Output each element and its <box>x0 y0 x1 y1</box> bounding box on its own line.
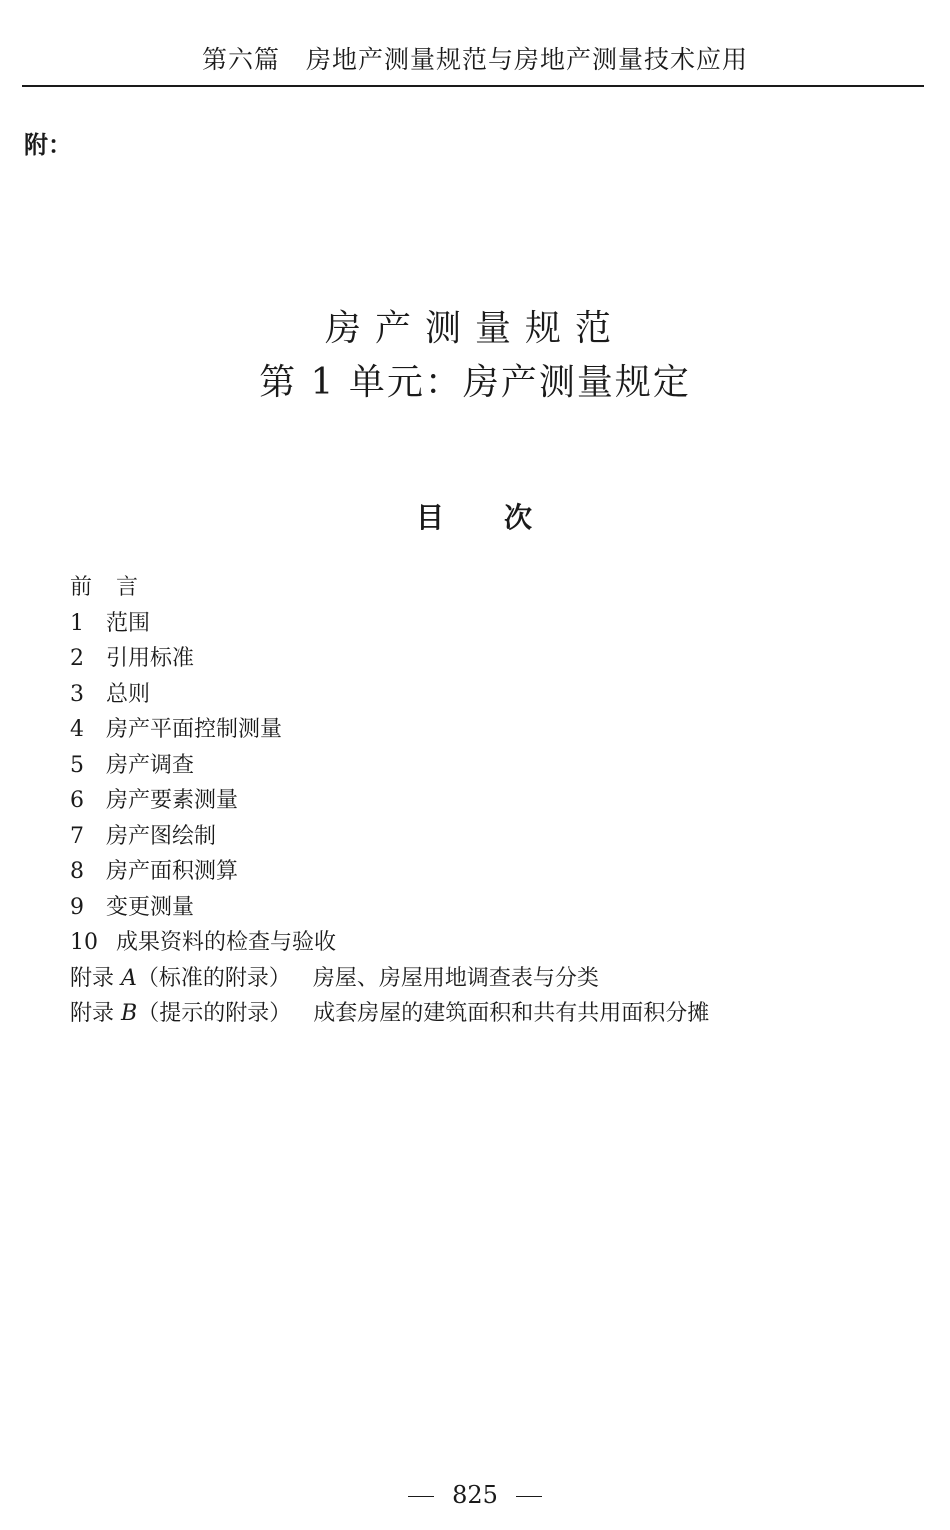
toc-item-number: 7 <box>70 823 84 849</box>
toc-item[interactable] <box>70 641 709 677</box>
toc-item-number: 5 <box>70 752 84 778</box>
toc-item-title: 范围 <box>106 610 151 636</box>
toc-item-foreword[interactable] <box>70 570 709 606</box>
toc-item-appendix-b[interactable] <box>70 996 709 1032</box>
toc-item-title: 变更测量 <box>106 894 195 920</box>
toc-item[interactable] <box>70 925 709 961</box>
toc-item-number: 10 <box>70 930 98 955</box>
toc-item-title: 引用标准 <box>106 646 195 671</box>
toc-appendix-label <box>70 961 291 997</box>
toc-item[interactable] <box>70 712 709 748</box>
appendix-label: 附： <box>24 131 72 159</box>
toc-heading <box>0 498 950 538</box>
toc-item[interactable] <box>70 606 709 642</box>
toc-item-number: 3 <box>70 681 84 707</box>
toc-list <box>70 570 709 1032</box>
toc-item-title: 房产图绘制 <box>106 823 217 849</box>
appendix-letter: B <box>121 1001 138 1026</box>
page-number-dash-right <box>516 1496 542 1498</box>
appendix-note: （提示的附录） <box>137 1001 292 1026</box>
toc-item-title: 房产要素测量 <box>106 788 239 813</box>
toc-item[interactable] <box>70 783 709 819</box>
header-rule <box>22 85 924 87</box>
toc-item-title: 房产平面控制测量 <box>106 717 283 742</box>
toc-item-title: 总则 <box>106 681 151 707</box>
toc-item[interactable] <box>70 890 709 926</box>
toc-heading-right: 次 <box>504 501 535 534</box>
toc-item[interactable] <box>70 748 709 784</box>
toc-item-number: 6 <box>70 788 84 813</box>
appendix-note: （标准的附录） <box>136 965 291 991</box>
document-title: 房产测量规范 <box>324 308 625 349</box>
toc-item-title: 房产调查 <box>106 752 195 778</box>
appendix-prefix: 附录 <box>70 1001 115 1026</box>
toc-item-appendix-a[interactable] <box>70 961 709 997</box>
toc-item-number: 8 <box>70 859 84 884</box>
toc-item[interactable] <box>70 854 709 890</box>
page-number-value: 825 <box>452 1481 498 1509</box>
toc-item-number: 9 <box>70 894 84 920</box>
running-header: 第六篇 房地产测量规范与房地产测量技术应用 <box>201 45 748 74</box>
toc-item[interactable] <box>70 677 709 713</box>
page-number <box>0 1478 950 1512</box>
toc-item-title: 前言 <box>70 575 163 600</box>
toc-item[interactable] <box>70 819 709 855</box>
toc-item-title: 成果资料的检查与验收 <box>116 930 337 955</box>
toc-item-number: 1 <box>70 610 84 636</box>
toc-item-title: 房产面积测算 <box>106 859 239 884</box>
toc-item-title: 成套房屋的建筑面积和共有共用面积分摊 <box>313 1001 710 1026</box>
toc-appendix-label <box>70 996 291 1032</box>
document-subtitle: 第 1 单元：房产测量规定 <box>259 362 691 403</box>
toc-heading-left: 目 <box>415 501 446 534</box>
page-number-dash-left <box>408 1496 434 1498</box>
toc-item-number: 2 <box>70 646 84 671</box>
appendix-prefix: 附录 <box>70 965 115 991</box>
toc-item-title: 房屋、房屋用地调查表与分类 <box>312 965 599 991</box>
appendix-letter: A <box>121 965 137 991</box>
toc-item-number: 4 <box>70 717 84 742</box>
